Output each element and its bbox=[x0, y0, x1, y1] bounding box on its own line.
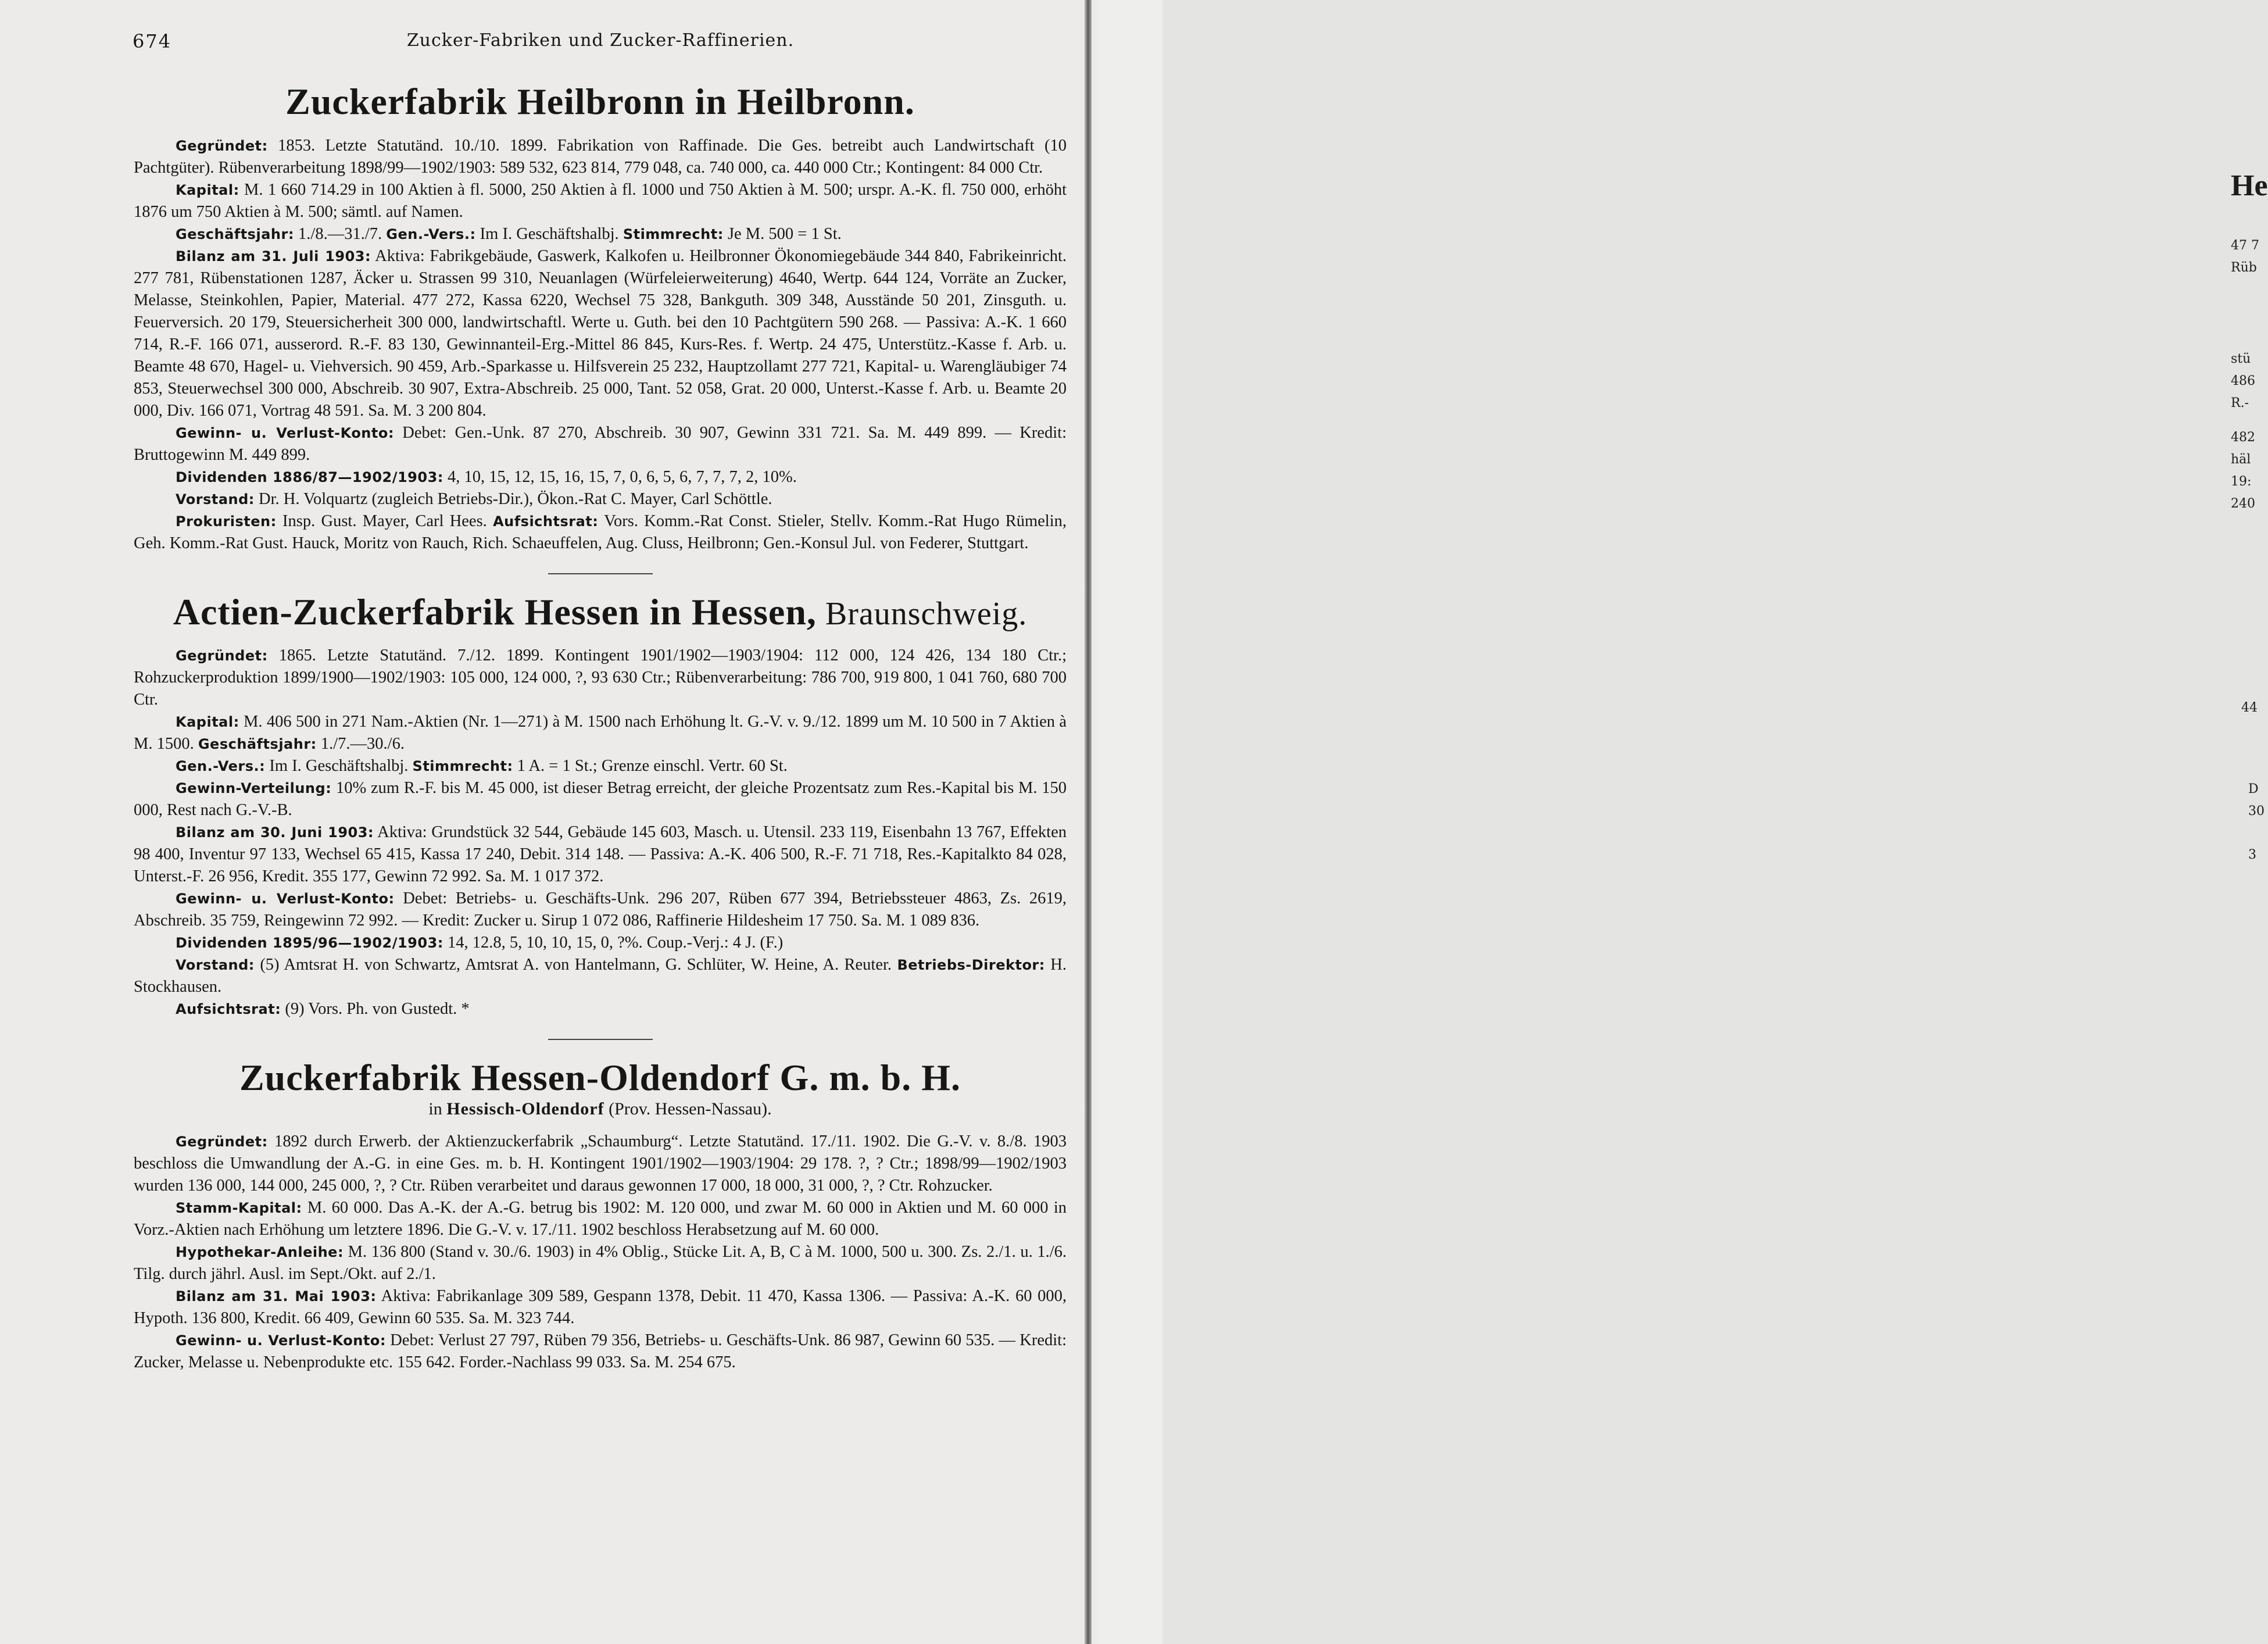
entry-paragraph: Hypothekar-Anleihe: M. 136 800 (Stand v. 30./6. 1903) in 4% Oblig., Stücke Lit. A, B, C à M. 1000, 500 u. 300. Zs. 2./1. u. 1./6. Tilg. durch jährl. Ausl. im Sept./Okt. auf 2./1. bbox=[134, 1243, 1067, 1284]
entry-paragraph: Bilanz am 30. Juni 1903: Aktiva: Grundstück 32 544, Gebäude 145 603, Masch. u. Utensil. 233 119, Eisenbahn 13 767, Effekten 98 400, Inventur 97 133, Wechsel 65 415, Kassa 17 240, Debit. 314 148. — Passiva: A.-K. 406 500, R.-F. 71 718, Res.-Kapitalkto 84 028, Unterst.-F. 26 956, Kredit. 355 177, Gewinn 72 992. Sa. M. 1 017 372. bbox=[134, 823, 1067, 885]
entry-zuckerfabrik-heilbronn bbox=[134, 81, 1067, 555]
entry-paragraph: Stamm-Kapital: M. 60 000. Das A.-K. der A.-G. betrug bis 1902: M. 120 000, und zwar M. 60 000 in Aktien und M. 60 000 in Vorz.-Aktien nach Erhöhung um letztere 1896. Die G.-V. v. 17./11. 1902 beschloss Herabsetzung auf M. 60 000. bbox=[134, 1199, 1067, 1239]
entry-paragraph: Gewinn- u. Verlust-Konto: Debet: Verlust 27 797, Rüben 79 356, Betriebs- u. Geschäfts-Unk. 86 987, Gewinn 60 535. — Kredit: Zucker, Melasse u. Nebenprodukte etc. 155 642. Forder.-Nachlass 99 033. Sa. M. 254 675. bbox=[134, 1331, 1067, 1372]
entry-paragraph: Gen.-Vers.: Im I. Geschäftshalbj. Stimmrecht: 1 A. = 1 St.; Grenze einschl. Vertr. 60 St. bbox=[176, 756, 788, 775]
text-column bbox=[134, 81, 1067, 1374]
entry-title: Actien-Zuckerfabrik Hessen in Hessen, Braunschweig. bbox=[173, 591, 1028, 633]
next-page-fragment: He bbox=[2231, 169, 2268, 202]
section-divider bbox=[548, 1039, 653, 1040]
next-page-fragment: 3 bbox=[2248, 848, 2256, 862]
entry-paragraph: Gegründet: 1853. Letzte Statutänd. 10./10. 1899. Fabrikation von Raffinade. Die Ges. betreibt auch Landwirtschaft (10 Pachtgüter). Rübenverarbeitung 1898/99—1902/1903: 589 532, 623 814, 779 048, ca. 740 000, ca. 440 000 Ctr.; Kontingent: 84 000 Ctr. bbox=[134, 137, 1067, 177]
entry-paragraph: Gegründet: 1865. Letzte Statutänd. 7./12. 1899. Kontingent 1901/1902—1903/1904: 112 000, 124 426, 134 180 Ctr.; Rohzuckerproduktion 1899/1900—1902/1903: 105 000, 124 000, ?, 93 630 Ctr.; Rübenverarbeitung: 786 700, 919 800, 1 041 760, 680 700 Ctr. bbox=[134, 646, 1067, 709]
next-page-fragment: 486 bbox=[2231, 374, 2255, 388]
book-gutter bbox=[1085, 0, 1092, 1644]
next-page-fragment: 19: bbox=[2231, 474, 2252, 489]
next-page-fragment: R.- bbox=[2231, 396, 2249, 410]
next-page-fragment: D bbox=[2248, 782, 2259, 796]
entry-paragraph: Aufsichtsrat: (9) Vors. Ph. von Gustedt. * bbox=[176, 999, 470, 1018]
entry-paragraph: Prokuristen: Insp. Gust. Mayer, Carl Hees. Aufsichtsrat: Vors. Komm.-Rat Const. Stieler, Stellv. Komm.-Rat Hugo Rümelin, Geh. Komm.-Rat Gust. Hauck, Moritz von Rauch, Rich. Schaeuffelen, Aug. Cluss, Heilbronn; Gen.-Konsul Jul. von Federer, Stuttgart. bbox=[134, 512, 1067, 553]
page-header bbox=[133, 30, 1068, 56]
next-page-fragment: häl bbox=[2231, 452, 2251, 467]
entry-paragraph: Gewinn- u. Verlust-Konto: Debet: Betriebs- u. Geschäfts-Unk. 296 207, Rüben 677 394, Betriebssteuer 4863, Zs. 2619, Abschreib. 35 759, Reingewinn 72 992. — Kredit: Zucker u. Sirup 1 072 086, Raffinerie Hildesheim 17 750. Sa. M. 1 089 836. bbox=[134, 889, 1067, 930]
next-page-fragment: 47 7 bbox=[2231, 238, 2259, 253]
book-page bbox=[0, 0, 1097, 1644]
next-page-fragment: stü bbox=[2231, 352, 2251, 366]
next-page-edge bbox=[1097, 0, 2268, 1644]
running-title: Zucker-Fabriken und Zucker-Raffinerien. bbox=[406, 30, 795, 51]
entry-paragraph: Bilanz am 31. Juli 1903: Aktiva: Fabrikgebäude, Gaswerk, Kalkofen u. Heilbronner Ökonomiegebäude 344 840, Fabrikeinricht. 277 781, Rübenstationen 1287, Äcker u. Strassen 99 310, Neuanlagen (Würfeleierweiterung) 4640, Wertp. 644 124, Vorräte an Zucker, Melasse, Steinkohlen, Papier, Material. 477 272, Kassa 6220, Wechsel 75 328, Bankguth. 309 348, Ausstände 50 201, Zinsguth. u. Feuerversich. 20 179, Steuersicherheit 300 000, landwirtschaftl. Werte u. Guth. bei den 10 Pachtgütern 590 268. — Passiva: A.-K. 1 660 714, R.-F. 166 071, ausserord. R.-F. 83 130, Gewinnanteil-Erg.-Mittel 86 845, Kurs-Res. f. Wertp. 24 475, Unterstütz.-Kasse f. Arb. u. Beamte 48 670, Hagel- u. Viehversich. 90 459, Arb.-Sparkasse u. Hilfsverein 25 232, Hauptzollamt 277 721, Kapital- u. Warengläubiger 74 853, Steuerwechsel 300 000, Abschreib. 30 907, Extra-Abschreib. 25 000, Tant. 52 058, Grat. 20 000, Unterst.-Kasse f. Arb. u. Beamte 20 000, Div. 166 071, Vortrag 48 591. Sa. M. 3 200 804. bbox=[134, 247, 1067, 420]
entry-actien-zuckerfabrik-hessen bbox=[134, 592, 1067, 1020]
next-page-fragment: 30 bbox=[2248, 804, 2265, 819]
next-page-fragment: Rüb bbox=[2231, 260, 2257, 275]
entry-paragraph: Kapital: M. 1 660 714.29 in 100 Aktien à fl. 5000, 250 Aktien à fl. 1000 und 750 Aktien à M. 500; urspr. A.-K. fl. 750 000, erhöht 1876 um 750 Aktien à M. 500; sämtl. auf Namen. bbox=[134, 181, 1067, 221]
next-page-fragment: 44 bbox=[2241, 701, 2258, 715]
next-page-fragment: 482 bbox=[2231, 430, 2255, 445]
entry-title: Zuckerfabrik Hessen-Oldendorf G. m. b. H. bbox=[239, 1056, 961, 1098]
entry-paragraph: Vorstand: (5) Amtsrat H. von Schwartz, Amtsrat A. von Hantelmann, G. Schlüter, W. Heine, A. Reuter. Betriebs-Direktor: H. Stockhausen. bbox=[134, 955, 1067, 996]
entry-paragraph: Vorstand: Dr. H. Volquartz (zugleich Betriebs-Dir.), Ökon.-Rat C. Mayer, Carl Schöttle. bbox=[176, 490, 772, 509]
page-number: 674 bbox=[133, 30, 172, 52]
entry-paragraph: Gewinn- u. Verlust-Konto: Debet: Gen.-Unk. 87 270, Abschreib. 30 907, Gewinn 331 721. Sa. M. 449 899. — Kredit: Bruttogewinn M. 449 899. bbox=[134, 424, 1067, 464]
entry-subtitle: in Hessisch-Oldendorf (Prov. Hessen-Nassau). bbox=[428, 1099, 772, 1119]
entry-paragraph: Gegründet: 1892 durch Erwerb. der Aktienzuckerfabrik „Schaumburg“. Letzte Statutänd. 17./11. 1902. Die G.-V. v. 8./8. 1903 beschloss die Umwandlung der A.-G. in eine Ges. m. b. H. Kontingent 1901/1902—1903/1904: 29 178. ?, ? Ctr.; 1898/99—1902/1903 wurden 136 000, 144 000, 245 000, ?, ? Ctr. Rüben verarbeitet und daraus gewonnen 17 000, 18 000, 31 000, ?, ? Ctr. Rohzucker. bbox=[134, 1132, 1067, 1195]
next-page-fragment: 240 bbox=[2231, 496, 2255, 511]
entry-paragraph: Dividenden 1895/96—1902/1903: 14, 12.8, 5, 10, 10, 15, 0, ?%. Coup.-Verj.: 4 J. (F.) bbox=[176, 933, 784, 952]
entry-paragraph: Dividenden 1886/87—1902/1903: 4, 10, 15, 12, 15, 16, 15, 7, 0, 6, 5, 6, 7, 7, 7, 2, 10%. bbox=[176, 468, 797, 487]
entry-paragraph: Geschäftsjahr: 1./8.—31./7. Gen.-Vers.: Im I. Geschäftshalbj. Stimmrecht: Je M. 500 = 1 St. bbox=[176, 225, 842, 244]
entry-zuckerfabrik-hessen-oldendorf bbox=[134, 1057, 1067, 1374]
entry-paragraph: Kapital: M. 406 500 in 271 Nam.-Aktien (Nr. 1—271) à M. 1500 nach Erhöhung lt. G.-V. v. 9./12. 1899 um M. 10 500 in 7 Aktien à M. 1500. Geschäftsjahr: 1./7.—30./6. bbox=[134, 712, 1067, 753]
entry-paragraph: Bilanz am 31. Mai 1903: Aktiva: Fabrikanlage 309 589, Gespann 1378, Debit. 11 470, Kassa 1306. — Passiva: A.-K. 60 000, Hypoth. 136 800, Kredit. 66 409, Gewinn 60 535. Sa. M. 323 744. bbox=[134, 1287, 1067, 1328]
section-divider bbox=[548, 573, 653, 574]
entry-title: Zuckerfabrik Heilbronn in Heilbronn. bbox=[285, 81, 915, 122]
entry-paragraph: Gewinn-Verteilung: 10% zum R.-F. bis M. 45 000, ist dieser Betrag erreicht, der gleiche Prozentsatz zum Res.-Kapital bis M. 150 000, Rest nach G.-V.-B. bbox=[134, 778, 1067, 819]
